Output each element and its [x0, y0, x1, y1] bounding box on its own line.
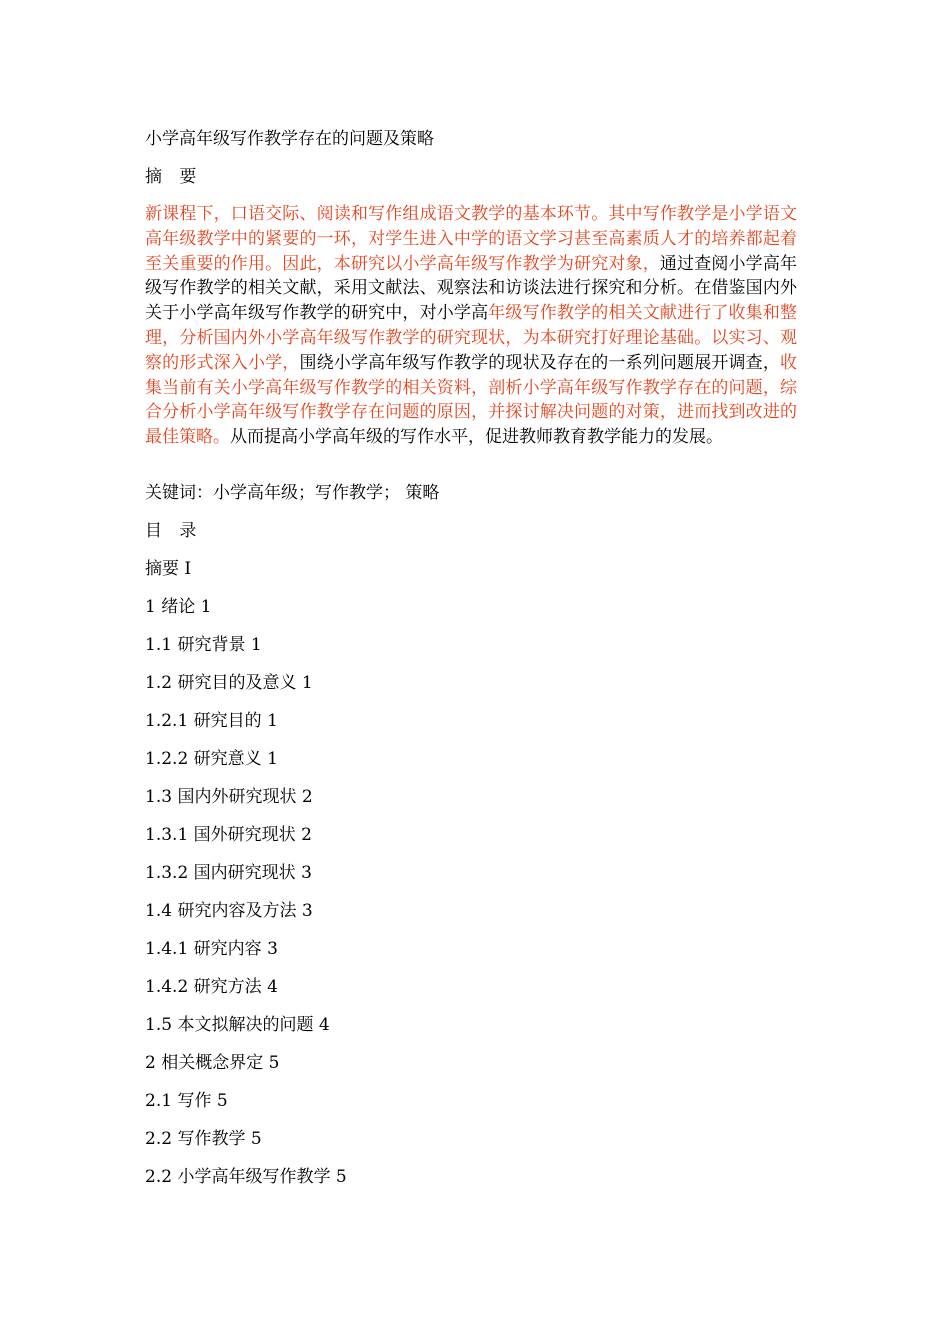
table-of-contents [145, 557, 347, 1203]
abstract-segment: 从而提高小学高年级的写作水平，促进教师教育教学能力的发展。 [230, 427, 723, 448]
toc-entry[interactable]: 1.3.1 国外研究现状 2 [145, 825, 312, 845]
abstract-segment-highlight: 年级写作教学的相关文献进行了收集和整理，分析国内外小学高年级写作教学的研究现状，为本研究打好理论基础。以实习、观察的形式深入小学， [145, 303, 798, 373]
abstract-heading: 摘 要 [145, 167, 203, 187]
abstract-segment: 通过查阅小学高年级写作教学的相关文献，采用文献法、观察法和访谈法进行探究和分析。在借鉴国内外关于小学高年级写作教学的研究中，对小学高 [145, 253, 798, 324]
toc-entry[interactable]: 1.4.1 研究内容 3 [145, 939, 278, 959]
toc-entry[interactable]: 2.2 小学高年级写作教学 5 [145, 1167, 347, 1187]
toc-entry[interactable]: 1.1 研究背景 1 [145, 635, 262, 655]
toc-entry[interactable]: 1.5 本文拟解决的问题 4 [145, 1015, 330, 1035]
abstract-segment-highlight: 新课程下，口语交际、阅读和写作组成语文教学的基本环节。其中写作教学是小学语文高年级教学中的紧要的一环，对学生进入中学的语文学习甚至高素质人才的培养都起着至关重要的作用。因此，本研究以小学高年级写作教学为研究对象， [145, 204, 797, 274]
toc-entry[interactable]: 2 相关概念界定 5 [145, 1053, 280, 1073]
toc-entry[interactable]: 摘要 I [145, 559, 192, 579]
document-title: 小学高年级写作教学存在的问题及策略 [145, 129, 434, 149]
toc-entry[interactable]: 2.2 写作教学 5 [145, 1129, 262, 1149]
toc-entry[interactable]: 1.4 研究内容及方法 3 [145, 901, 313, 921]
toc-entry[interactable]: 2.1 写作 5 [145, 1091, 228, 1111]
abstract-segment-highlight: 收集当前有关小学高年级写作教学的相关资料，剖析小学高年级写作教学存在的问题，综合分析小学高年级写作教学存在问题的原因，并探讨解决问题的对策，进而找到改进的最佳策略。 [145, 352, 798, 448]
toc-entry[interactable]: 1.2.1 研究目的 1 [145, 711, 278, 731]
toc-heading: 目 录 [145, 521, 203, 541]
toc-entry[interactable]: 1.2.2 研究意义 1 [145, 749, 278, 769]
toc-entry[interactable]: 1.3 国内外研究现状 2 [145, 787, 313, 807]
abstract-body [145, 202, 797, 450]
toc-entry[interactable]: 1.4.2 研究方法 4 [145, 977, 278, 997]
toc-entry[interactable]: 1.2 研究目的及意义 1 [145, 673, 313, 693]
abstract-segment: 围绕小学高年级写作教学的现状及存在的一系列问题展开调查， [299, 352, 781, 373]
toc-entry[interactable]: 1.3.2 国内研究现状 3 [145, 863, 312, 883]
toc-entry[interactable]: 1 绪论 1 [145, 597, 212, 617]
keywords-line: 关键词：小学高年级；写作教学； 策略 [145, 483, 440, 503]
